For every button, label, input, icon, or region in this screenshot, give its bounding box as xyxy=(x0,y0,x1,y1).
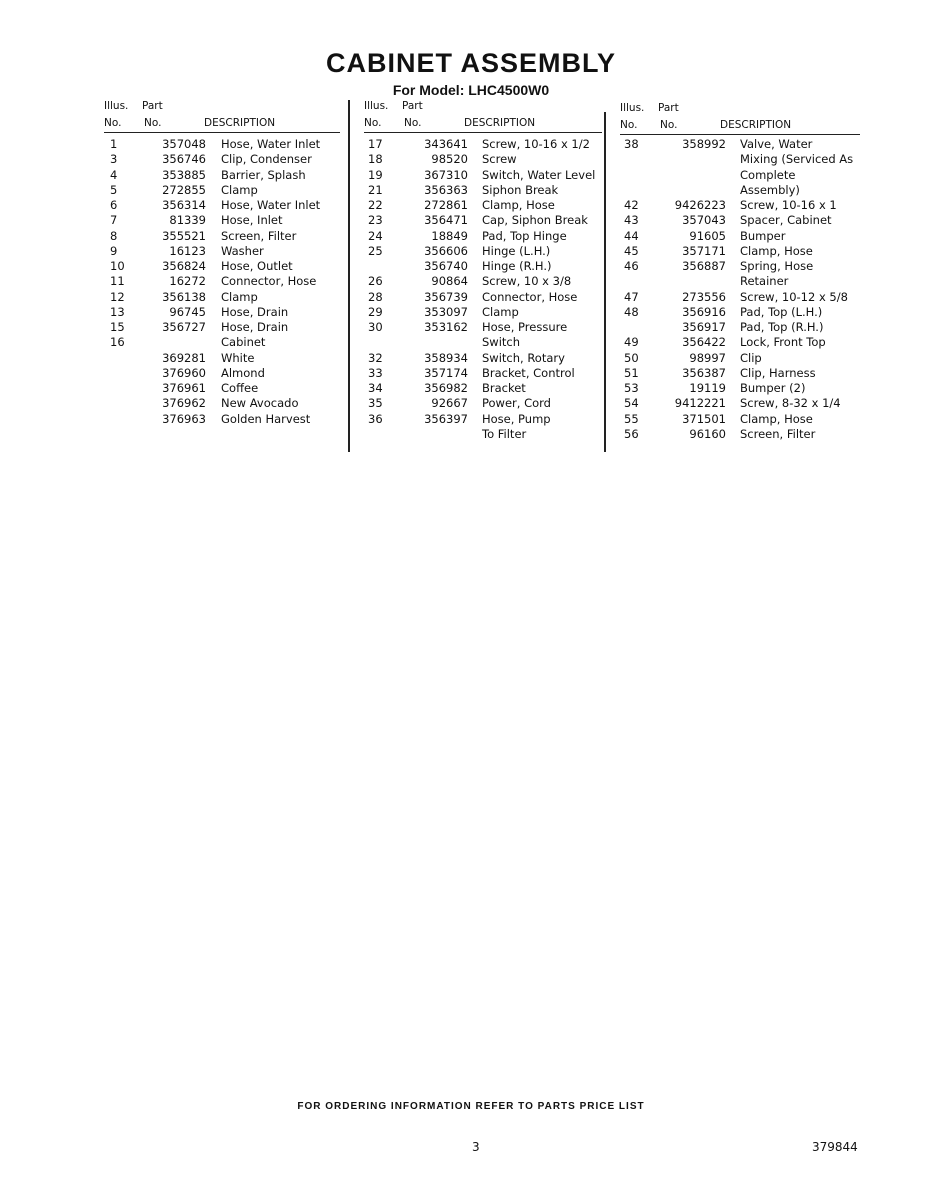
part-number: 9412221 xyxy=(674,396,726,411)
illus-number: 42 xyxy=(624,198,639,212)
illus-number: 21 xyxy=(368,182,383,197)
part-number: 273556 xyxy=(682,289,726,304)
part-description: Connector, Hose xyxy=(482,289,578,304)
illus-number: 48 xyxy=(624,304,639,319)
model-subtitle: For Model: LHC4500W0 xyxy=(392,82,550,98)
part-description: Clamp, Hose xyxy=(482,198,555,212)
illus-number: 28 xyxy=(368,289,383,304)
header-illus-no: No. xyxy=(364,117,382,129)
part-number: 376960 xyxy=(162,365,206,380)
header-illus-no: No. xyxy=(104,117,122,129)
illus-number: 34 xyxy=(368,381,383,395)
part-description: Clamp, Hose xyxy=(740,243,813,258)
part-number: 356727 xyxy=(162,320,206,334)
illus-number: 36 xyxy=(368,411,383,426)
illus-number: 24 xyxy=(368,228,383,243)
part-description: Screw, 10-16 x 1/2 xyxy=(482,137,590,151)
part-description: Screw, 10-16 x 1 xyxy=(740,198,837,212)
part-description: Golden Harvest xyxy=(221,411,311,426)
part-number: 91605 xyxy=(689,228,726,243)
part-description: Washer xyxy=(221,243,264,258)
part-description: Clamp xyxy=(482,304,519,319)
illus-number: 30 xyxy=(368,320,383,334)
illus-number: 25 xyxy=(368,243,383,258)
part-number: 356916 xyxy=(682,304,726,319)
part-description: Hose, Water Inlet xyxy=(221,198,321,212)
part-number: 19119 xyxy=(689,381,726,395)
part-description: Bumper xyxy=(740,228,786,243)
part-number: 9426223 xyxy=(674,198,726,212)
part-description: Screen, Filter xyxy=(221,228,297,243)
part-number: 272861 xyxy=(424,198,468,212)
illus-number: 38 xyxy=(624,137,639,151)
part-number: 356387 xyxy=(682,365,726,380)
illus-number: 10 xyxy=(110,259,125,273)
part-number: 357043 xyxy=(682,213,726,228)
part-number: 356363 xyxy=(424,182,468,197)
header-part: Part xyxy=(402,100,423,112)
part-number: 369281 xyxy=(162,350,206,365)
illus-number: 19 xyxy=(368,167,383,182)
part-number: 356824 xyxy=(162,259,206,273)
illus-number: 55 xyxy=(624,411,639,426)
part-description: Almond xyxy=(221,365,265,380)
part-number: 356740 xyxy=(424,259,468,273)
illus-number: 9 xyxy=(110,243,118,258)
part-description: Cabinet xyxy=(221,335,266,350)
part-number: 367310 xyxy=(424,167,468,182)
part-description: Coffee xyxy=(221,381,259,395)
part-description: Retainer xyxy=(740,274,789,289)
document-number: 379844 xyxy=(812,1140,858,1154)
illus-number: 1 xyxy=(110,137,118,151)
part-description: Screen, Filter xyxy=(740,426,816,441)
header-description: DESCRIPTION xyxy=(464,117,536,129)
part-description: Hinge (L.H.) xyxy=(482,243,551,258)
part-description: Clamp xyxy=(221,182,258,197)
column-divider xyxy=(604,112,606,452)
part-description: Hose, Pump xyxy=(482,411,551,426)
page-number: 3 xyxy=(472,1140,480,1154)
part-description: Siphon Break xyxy=(482,182,559,197)
part-description: Screw xyxy=(482,152,517,167)
part-number: 96160 xyxy=(689,426,726,441)
part-description: Screw, 10-12 x 5/8 xyxy=(740,289,848,304)
part-number: 358934 xyxy=(424,350,468,365)
header-part-no: No. xyxy=(660,119,678,131)
part-description: Hose, Drain xyxy=(221,304,289,319)
part-description: Cap, Siphon Break xyxy=(482,213,588,228)
illus-number: 7 xyxy=(110,213,118,228)
part-number: 353162 xyxy=(424,320,468,334)
part-number: 356471 xyxy=(424,213,468,228)
part-description: Spacer, Cabinet xyxy=(740,213,832,228)
header-description: DESCRIPTION xyxy=(204,117,276,129)
header-rule xyxy=(104,132,340,133)
part-description: Hose, Drain xyxy=(221,320,289,334)
part-number: 353097 xyxy=(424,304,468,319)
part-number: 371501 xyxy=(682,411,726,426)
header-illus: Illus. xyxy=(104,100,129,112)
part-description: Spring, Hose xyxy=(740,259,814,273)
illus-number: 53 xyxy=(624,381,639,395)
illus-number: 45 xyxy=(624,243,639,258)
part-number: 90864 xyxy=(431,274,468,289)
illus-number: 35 xyxy=(368,396,383,411)
illus-number: 46 xyxy=(624,259,639,273)
part-number: 356982 xyxy=(424,381,468,395)
part-number: 98520 xyxy=(431,152,468,167)
illus-number: 54 xyxy=(624,396,639,411)
part-description: Switch, Water Level xyxy=(482,167,596,182)
part-description: Pad, Top Hinge xyxy=(482,228,567,243)
part-description: Pad, Top (R.H.) xyxy=(740,320,824,334)
illus-number: 56 xyxy=(624,426,639,441)
illus-number: 18 xyxy=(368,152,383,167)
illus-number: 3 xyxy=(110,152,118,167)
part-description: Pad, Top (L.H.) xyxy=(740,304,823,319)
part-description: Lock, Front Top xyxy=(740,335,826,350)
part-description: Screw, 10 x 3/8 xyxy=(482,274,572,289)
part-description: Power, Cord xyxy=(482,396,551,411)
column-divider xyxy=(348,100,350,452)
part-number: 356746 xyxy=(162,152,206,167)
part-description: Switch xyxy=(482,335,521,350)
part-number: 356314 xyxy=(162,198,206,212)
part-description: Clip, Condenser xyxy=(221,152,312,167)
part-description: Clamp, Hose xyxy=(740,411,813,426)
illus-number: 13 xyxy=(110,304,125,319)
part-number: 356887 xyxy=(682,259,726,273)
illus-number: 12 xyxy=(110,289,125,304)
part-description: New Avocado xyxy=(221,396,299,411)
illus-number: 5 xyxy=(110,182,118,197)
header-illus-no: No. xyxy=(620,119,638,131)
part-description: Hose, Outlet xyxy=(221,259,293,273)
part-number: 356422 xyxy=(682,335,726,350)
illus-number: 8 xyxy=(110,228,118,243)
part-number: 96745 xyxy=(169,304,206,319)
part-description: Connector, Hose xyxy=(221,274,317,289)
illus-number: 47 xyxy=(624,289,639,304)
part-number: 98997 xyxy=(689,350,726,365)
part-number: 356138 xyxy=(162,289,206,304)
part-description: Hinge (R.H.) xyxy=(482,259,552,273)
illus-number: 11 xyxy=(110,274,125,289)
part-number: 81339 xyxy=(169,213,206,228)
illus-number: 15 xyxy=(110,320,125,334)
ordering-info-footer: FOR ORDERING INFORMATION REFER TO PARTS PRICE LIST xyxy=(297,1101,645,1112)
header-rule xyxy=(620,134,860,135)
part-description: Clamp xyxy=(221,289,258,304)
part-description: Switch, Rotary xyxy=(482,350,565,365)
part-number: 272855 xyxy=(162,182,206,197)
part-description: Bumper (2) xyxy=(740,381,806,395)
part-description: Barrier, Splash xyxy=(221,167,306,182)
header-part-no: No. xyxy=(404,117,422,129)
part-description: White xyxy=(221,350,255,365)
illus-number: 26 xyxy=(368,274,383,289)
part-number: 355521 xyxy=(162,228,206,243)
part-number: 356917 xyxy=(682,320,726,334)
header-part-no: No. xyxy=(144,117,162,129)
part-description: Screw, 8-32 x 1/4 xyxy=(740,396,841,411)
part-description: Complete xyxy=(740,167,796,182)
part-description: Bracket, Control xyxy=(482,365,575,380)
part-number: 356739 xyxy=(424,289,468,304)
part-description: To Filter xyxy=(482,426,527,441)
header-part: Part xyxy=(142,100,163,112)
illus-number: 16 xyxy=(110,335,125,350)
part-description: Hose, Water Inlet xyxy=(221,137,321,151)
illus-number: 4 xyxy=(110,167,118,182)
part-number: 376962 xyxy=(162,396,206,411)
part-number: 376963 xyxy=(162,411,206,426)
illus-number: 23 xyxy=(368,213,383,228)
header-description: DESCRIPTION xyxy=(720,119,792,131)
part-number: 357171 xyxy=(682,243,726,258)
illus-number: 22 xyxy=(368,198,383,212)
part-number: 16272 xyxy=(169,274,206,289)
header-part: Part xyxy=(658,102,679,114)
part-number: 92667 xyxy=(431,396,468,411)
part-number: 356606 xyxy=(424,243,468,258)
header-illus: Illus. xyxy=(364,100,389,112)
part-description: Bracket xyxy=(482,381,526,395)
illus-number: 44 xyxy=(624,228,639,243)
illus-number: 32 xyxy=(368,350,383,365)
part-number: 353885 xyxy=(162,167,206,182)
part-description: Hose, Pressure xyxy=(482,320,568,334)
part-number: 16123 xyxy=(169,243,206,258)
illus-number: 43 xyxy=(624,213,639,228)
illus-number: 33 xyxy=(368,365,383,380)
illus-number: 29 xyxy=(368,304,383,319)
part-number: 18849 xyxy=(431,228,468,243)
header-rule xyxy=(364,132,602,133)
illus-number: 6 xyxy=(110,198,118,212)
part-number: 356397 xyxy=(424,411,468,426)
illus-number: 50 xyxy=(624,350,639,365)
illus-number: 49 xyxy=(624,335,639,350)
part-number: 376961 xyxy=(162,381,206,395)
part-description: Valve, Water xyxy=(740,137,813,151)
illus-number: 51 xyxy=(624,365,639,380)
part-number: 357048 xyxy=(162,137,206,151)
part-description: Hose, Inlet xyxy=(221,213,283,228)
part-description: Mixing (Serviced As xyxy=(740,152,854,167)
part-description: Clip, Harness xyxy=(740,365,816,380)
part-number: 343641 xyxy=(424,137,468,151)
page-title: CABINET ASSEMBLY xyxy=(325,48,617,78)
part-description: Assembly) xyxy=(740,182,800,197)
illus-number: 17 xyxy=(368,137,383,151)
header-illus: Illus. xyxy=(620,102,645,114)
part-description: Clip xyxy=(740,350,762,365)
part-number: 357174 xyxy=(424,365,468,380)
part-number: 358992 xyxy=(682,137,726,151)
